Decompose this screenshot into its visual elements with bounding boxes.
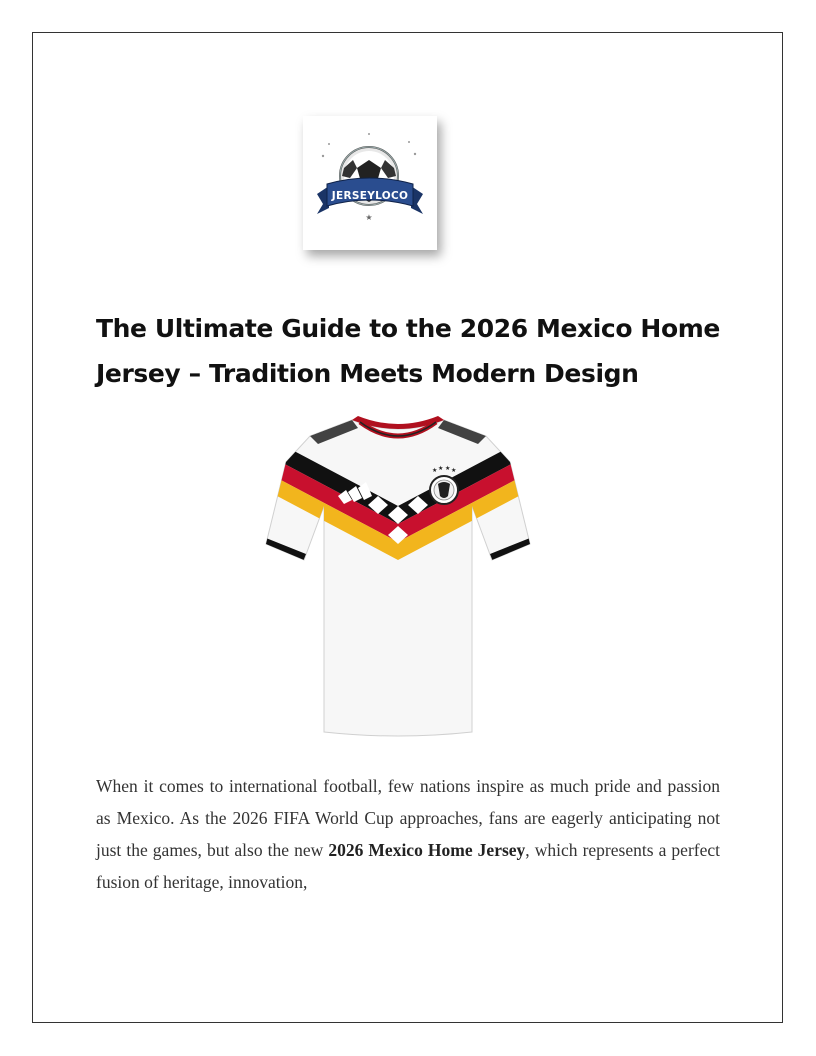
highlighted-text: 2026 Mexico Home Jersey	[328, 840, 526, 860]
soccer-ball-icon	[303, 116, 437, 250]
brand-logo	[303, 116, 437, 250]
logo-brand-text: JERSEYLOCO	[331, 190, 409, 202]
svg-text:★: ★	[365, 213, 373, 222]
svg-text:★: ★	[451, 467, 457, 474]
article-title: The Ultimate Guide to the 2026 Mexico Home Jersey – Tradition Meets Modern Design	[96, 314, 720, 388]
svg-text:★: ★	[432, 467, 438, 474]
jersey-product-image	[262, 414, 534, 744]
svg-text:★: ★	[445, 465, 451, 472]
svg-text:★: ★	[438, 465, 444, 472]
article-paragraph: When it comes to international football, few nations inspire as much pride and passion as Mexico. As the 2026 FIFA World Cup approaches, fans are eagerly anticipating not just the games, but also the new 2026 Mexico Home Jersey, which represents a perfect fusion of heritage, innovation,	[96, 776, 721, 892]
